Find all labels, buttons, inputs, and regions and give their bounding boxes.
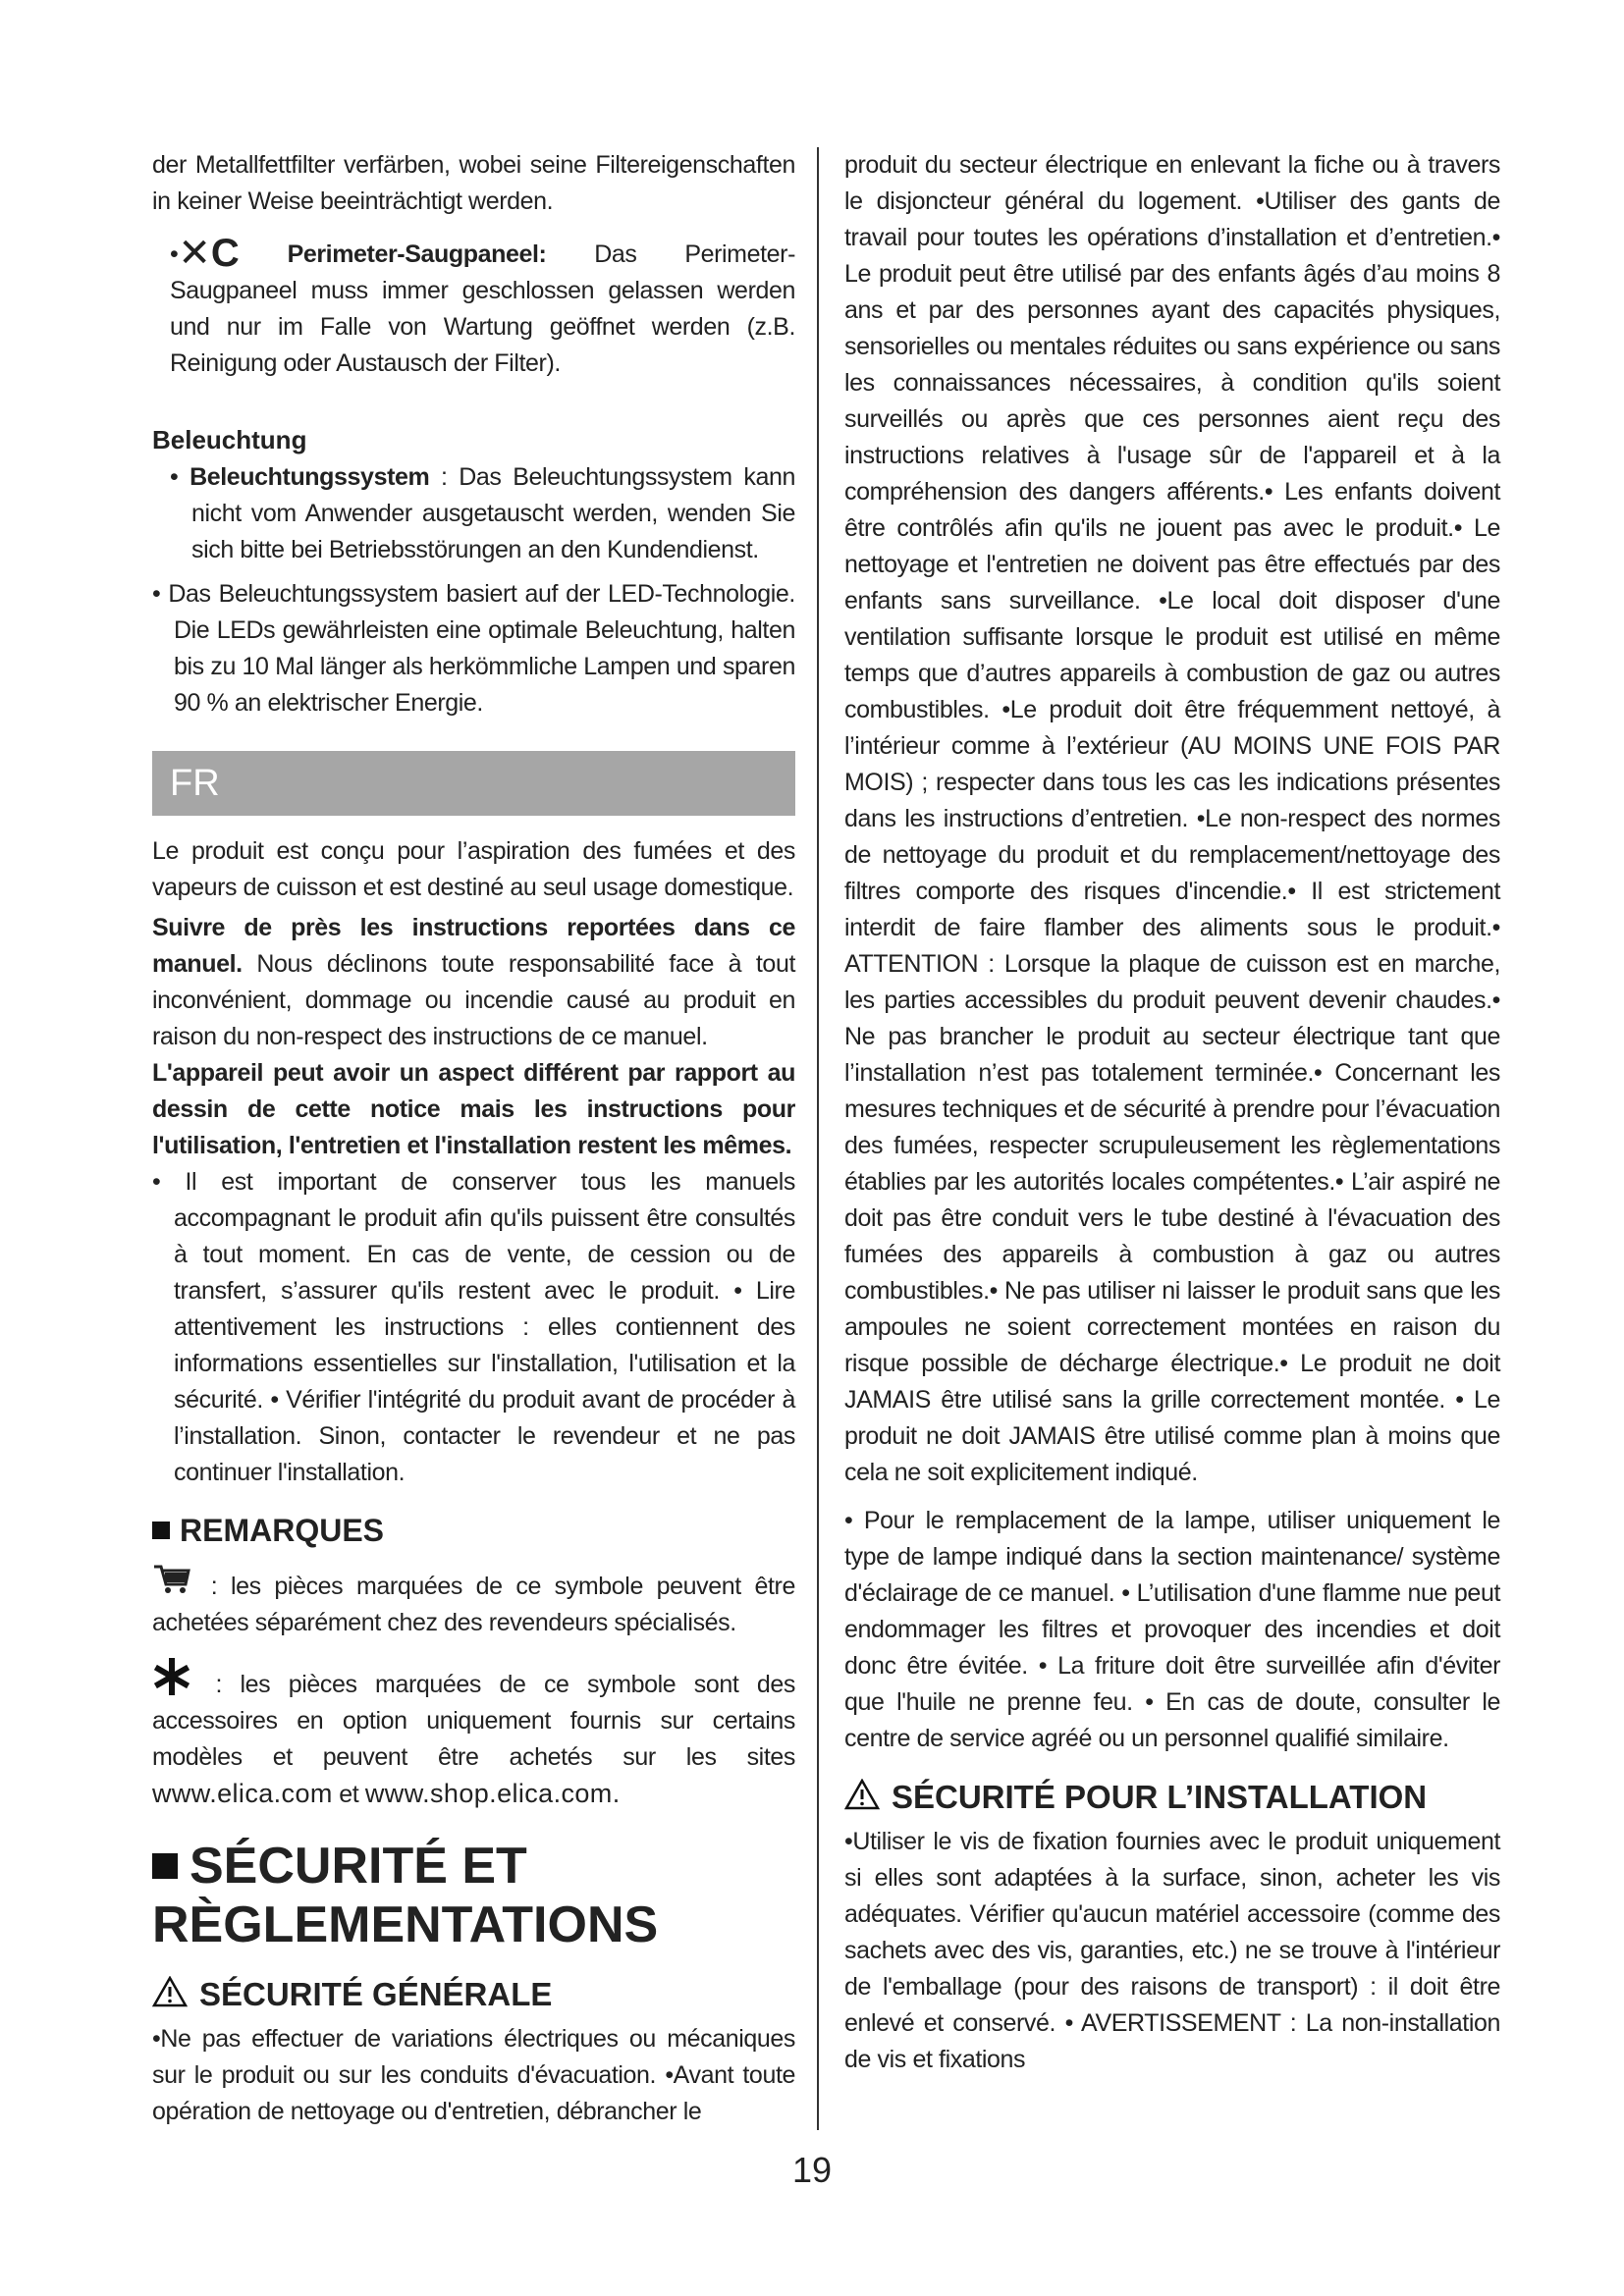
column-divider <box>817 147 819 2130</box>
page-number: 19 <box>791 2150 833 2190</box>
fr-instructions-bold: Suivre de près les instructions reportées dans ce manuel. <box>152 914 795 978</box>
warning-triangle-icon <box>844 1779 880 1810</box>
beleuchtung-heading: Beleuchtung <box>152 425 307 454</box>
safety-paragraph: produit du secteur électrique en enlevant la fiche ou à travers le disjoncteur général du logement. •Utiliser des gants de travail pour toutes les opérations d’installation et d’entretien.• Le produit peut être utilisé par des enfants âgés d’au moins 8 ans et par des personnes ayant des capacités physiques, sensorielles ou mentales réduites ou sans expérience ou sans les connaissances nécessaires, à condition qu'ils soient surveillés ou après que ces personnes aient reçu des instructions relatives à l'usage sûr de l'appareil et à la compréhension des dangers afférents.• Les enfants doivent être contrôlés afin qu'ils ne jouent pas avec le produit.• Le nettoyage et l'entretien ne doivent pas être effectués par des enfants sans surveillance. •Le local doit disposer d'une ventilation suffisante lorsque le produit est utilisé en même temps que d’autres appareils à combustion de gaz ou autres combustibles. •Le produit doit être fréquemment nettoyé, à l’intérieur comme à l’extérieur (AU MOINS UNE FOIS PAR MOIS) ; respecter dans tous les cas les indications présentes dans les instructions d’entretien. •Le non-respect des normes de nettoyage du produit et du remplacement/nettoyage des filtres comporte des risques d'incendie.• Il est strictement interdit de faire flamber des aliments sous le produit.• ATTENTION : Lorsque la plaque de cuisson est en marche, les parties accessibles du produit peuvent devenir chaudes.• Ne pas brancher le produit au secteur électrique tant que l’installation n’est pas totalement terminée.• Concernant les mesures techniques et de sécurité à prendre pour l’évacuation des fumées, respecter scrupuleusement les règlementations établies par les autorités locales compétentes.• L’air aspiré ne doit pas être conduit vers le tube destiné à l'évacuation des fumées des appareils à combustion à gaz ou autres combustibles.• Ne pas utiliser ni laisser le produit sans que les ampoules ne soient correctement montées en raison du risque possible de décharge électrique.• Le produit ne doit JAMAIS être utilisé sans la grille correctement montée. • Le produit ne doit JAMAIS être utilisé comme plan à moins que cela ne soit explicitement indiqué. <box>844 151 1500 1486</box>
left-column <box>152 147 795 2130</box>
led-paragraph: • Das Beleuchtungssystem basiert auf der LED-Technologie. Die LEDs gewährleisten eine optimale Beleuchtung, halten bis zu 10 Mal länger als herkömmliche Lampen und sparen 90 % an elektrischer Energie. <box>152 580 795 717</box>
securite-generale-heading: SÉCURITÉ GÉNÉRALE <box>152 1976 795 2013</box>
language-section-bar: FR <box>152 751 795 816</box>
fr-intro-paragraph: Le produit est conçu pour l’aspiration des fumées et des vapeurs de cuisson et est destiné au seul usage domestique. <box>152 837 795 901</box>
installation-safety-text: •Utiliser le vis de fixation fournies avec le produit uniquement si elles sont adaptées à la surface, sinon, acheter les vis adéquates. Vérifier qu'aucun matériel accessoire (comme des sachets avec des vis, garanties, etc.) ne se trouve à l'intérieur de l'emballage (pour des raisons de transport) : il doit être enlevé et conservé. • AVERTISSEMENT : La non-installation de vis et fixations <box>844 1828 1500 2073</box>
remark-cart-paragraph: : les pièces marquées de ce symbole peuvent être achetées séparément chez des revendeurs spécialisés. <box>152 1559 795 1641</box>
remarques-heading: REMARQUES <box>152 1513 795 1549</box>
cleaning-c-icon: C <box>210 232 240 275</box>
bullet: • <box>170 240 179 268</box>
square-bullet-icon <box>152 1522 170 1539</box>
shopping-cart-icon <box>152 1559 191 1598</box>
asterisk-icon <box>152 1657 191 1696</box>
fr-manuals-paragraph: • Il est important de conserver tous les manuels accompagnant le produit afin qu'ils puissent être consultés à tout moment. En cas de vente, de cession ou de transfert, s’assurer qu'ils restent avec le produit. • Lire attentivement les instructions : elles contiennent des informations essentielles sur l'installation, l'utilisation et la sécurité. • Vérifier l'intégrité du produit avant de procéder à l’installation. Sinon, contacter le revendeur et ne pas continuer l'installation. <box>152 1168 795 1486</box>
fr-instructions-paragraph: Suivre de près les instructions reportées dans ce manuel. Nous déclinons toute responsabilité face à tout inconvénient, dommage ou incendie causé au produit en raison du non-respect des instructions de ce manuel. <box>152 914 795 1050</box>
warning-triangle-icon <box>152 1976 188 2007</box>
lighting-system-text: : Das Beleuchtungssystem kann nicht vom Anwender ausgetauscht werden, wenden Sie sich bitte bei Betriebsstörungen an den Kundendienst. <box>191 463 796 563</box>
perimeter-panel-text: Das Perimeter-Saugpaneel muss immer geschlossen gelassen werden und nur im Falle von Wartung geöffnet werden (z.B. Reinigung oder Austausch der Filter). <box>170 240 796 377</box>
perimeter-panel-paragraph <box>152 232 796 382</box>
installation-safety-heading: SÉCURITÉ POUR L’INSTALLATION <box>844 1779 1500 1816</box>
securite-title: SÉCURITÉ ET RÈGLEMENTATIONS <box>152 1838 659 1953</box>
remark-asterisk-paragraph: : les pièces marquées de ce symbole sont des accessoires en option uniquement fournis sur certains modèles et peuvent être achetés sur les sites www.elica.com et www.shop.elica.com. <box>152 1657 795 1813</box>
lamp-paragraph: • Pour le remplacement de la lampe, utiliser uniquement le type de lampe indiqué dans la section maintenance/ système d'éclairage de ce manuel. • L’utilisation d'une flamme nue peut endommager les filtres et provoquer des incendies et doit donc être évitée. • La friture doit être surveillée afin d'éviter que l'huile ne prenne feu. • En cas de doute, consulter le centre de service agréé ou un personnel qualifié similaire. <box>844 1507 1500 1752</box>
square-bullet-icon <box>152 1853 178 1879</box>
fr-appearance-paragraph: L'appareil peut avoir un aspect différent par rapport au dessin de cette notice mais les instructions pour l'utilisation, l'entretien et l'installation restent les mêmes. <box>152 1059 795 1159</box>
elica-shop-link[interactable]: www.shop.elica.com. <box>364 1779 621 1808</box>
wrench-cross-icon: ✕ <box>178 232 211 275</box>
elica-link[interactable]: www.elica.com <box>152 1779 333 1808</box>
perimeter-panel-label: Perimeter-Saugpaneel: <box>287 240 547 268</box>
securite-generale-text: •Ne pas effectuer de variations électriques ou mécaniques sur le produit ou sur les conduits d'évacuation. •Avant toute opération de nettoyage ou d'entretien, débrancher le <box>152 2025 795 2125</box>
lighting-system-label: Beleuchtungssystem <box>189 463 430 491</box>
filter-color-paragraph: der Metallfettfilter verfärben, wobei seine Filtereigenschaften in keiner Weise beeinträchtigt werden. <box>152 151 795 215</box>
right-column <box>844 147 1500 2078</box>
lighting-system-paragraph: • Beleuchtungssystem : Das Beleuchtungssystem kann nicht vom Anwender ausgetauscht werden, wenden Sie sich bitte bei Betriebsstörungen an den Kundendienst. <box>170 463 796 563</box>
